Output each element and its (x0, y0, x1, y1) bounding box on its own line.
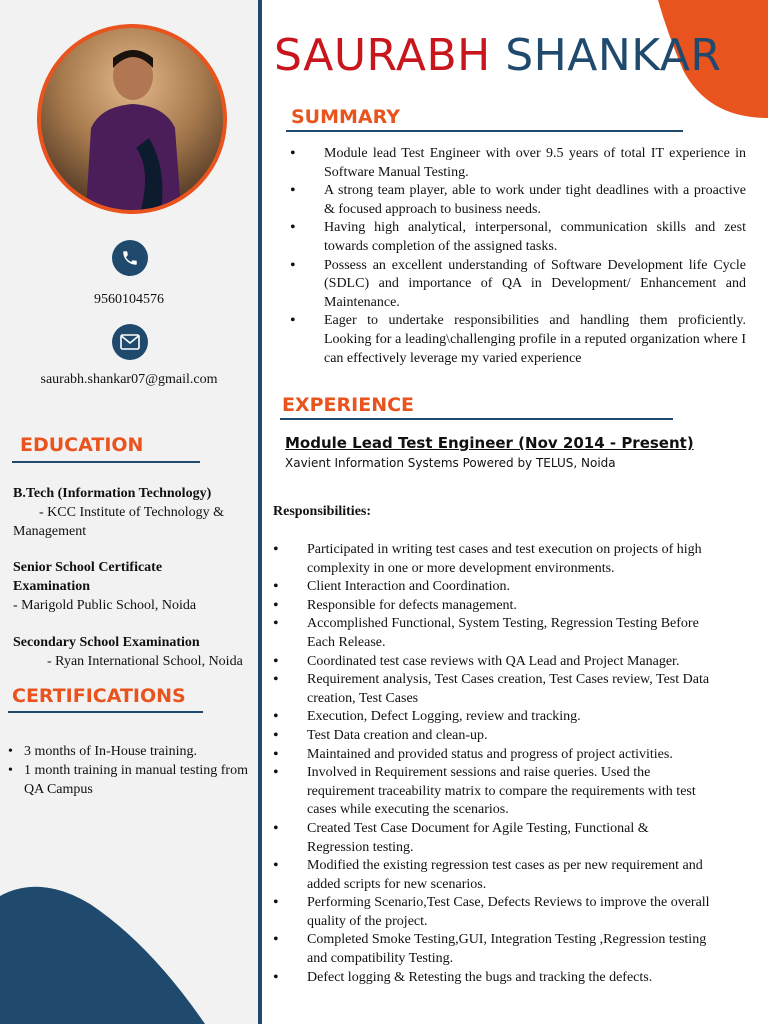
responsibility-item: • Created Test Case Document for Agile Testing, Functional & Regression testing. (271, 820, 711, 857)
responsibility-item: • Completed Smoke Testing,GUI, Integration Testing ,Regression testing and compatibility Testing. (271, 931, 711, 968)
summary-list (288, 145, 746, 368)
summary-item: • Having high analytical, interpersonal, communication skills and zest towards completion of the assigned tasks. (288, 219, 746, 256)
summary-heading: SUMMARY (291, 106, 400, 128)
responsibility-item: • Defect logging & Retesting the bugs and tracking the defects. (271, 969, 711, 988)
experience-underline (280, 418, 673, 420)
envelope-glyph (120, 334, 140, 350)
responsibilities-list (271, 541, 711, 987)
vertical-divider (258, 0, 262, 1024)
first-name: SAURABH (274, 30, 491, 81)
summary-item: • Possess an excellent understanding of Software Development life Cycle (SDLC) and importance of QA in Development/ Enhancement and Maintenance. (288, 257, 746, 313)
education-item-detail: - Ryan International School, Noida (47, 654, 243, 669)
email-address[interactable]: saurabh.shankar07@gmail.com (40, 372, 218, 387)
bottom-wave-decoration (0, 884, 258, 1024)
responsibility-item: • Responsible for defects management. (271, 597, 711, 616)
responsibility-item: • Performing Scenario,Test Case, Defects Reviews to improve the overall quality of the project. (271, 894, 711, 931)
summary-item: • Eager to undertake responsibilities and handling them proficiently. Looking for a leading\challenging profile in a reputed organization where I can effectively leverage my varied experience (288, 312, 746, 368)
candidate-name (274, 30, 722, 81)
education-heading: EDUCATION (20, 434, 144, 456)
education-item-title: Senior School Certificate Examination (13, 560, 163, 594)
envelope-icon (112, 324, 148, 360)
responsibility-item: • Modified the existing regression test cases as per new requirement and added scripts for new scenarios. (271, 857, 711, 894)
profile-photo-frame (37, 24, 227, 214)
certifications-list (8, 742, 248, 799)
education-item (13, 484, 245, 541)
company-name: Xavient Information Systems Powered by TELUS, Noida (285, 456, 616, 470)
certification-item: • 3 months of In-House training. (8, 742, 248, 761)
phone-icon (112, 240, 148, 276)
certifications-underline (8, 711, 203, 713)
education-item-title: Secondary School Examination (13, 635, 200, 650)
summary-underline (286, 130, 683, 132)
responsibility-item: • Accomplished Functional, System Testing, Regression Testing Before Each Release. (271, 615, 711, 652)
certification-item: • 1 month training in manual testing from QA Campus (8, 761, 248, 799)
education-item (13, 633, 245, 671)
summary-item: • Module lead Test Engineer with over 9.5 years of total IT experience in Software Manual Testing. (288, 145, 746, 182)
responsibility-item: • Maintained and provided status and progress of project activities. (271, 746, 711, 765)
responsibility-item: • Test Data creation and clean-up. (271, 727, 711, 746)
person-figure (41, 28, 223, 210)
education-item-detail: - Marigold Public School, Noida (13, 598, 197, 613)
responsibility-item: • Client Interaction and Coordination. (271, 578, 711, 597)
phone-number[interactable]: 9560104576 (94, 292, 164, 307)
profile-photo (41, 28, 223, 210)
education-underline (12, 461, 200, 463)
responsibilities-label: Responsibilities: (273, 504, 372, 519)
responsibility-item: • Involved in Requirement sessions and raise queries. Used the requirement traceability matrix to compare the requirements with test cases while executing the scenarios. (271, 764, 711, 820)
certifications-heading: CERTIFICATIONS (12, 685, 186, 707)
responsibility-item: • Execution, Defect Logging, review and tracking. (271, 708, 711, 727)
responsibility-item: • Requirement analysis, Test Cases creation, Test Cases review, Test Data creation, Test Cases (271, 671, 711, 708)
summary-item: • A strong team player, able to work under tight deadlines with a proactive & focused approach to business needs. (288, 182, 746, 219)
responsibility-item: • Coordinated test case reviews with QA Lead and Project Manager. (271, 653, 711, 672)
education-item-detail: - KCC Institute of Technology & Management (13, 505, 225, 539)
education-item (13, 558, 245, 615)
education-item-title: B.Tech (Information Technology) (13, 486, 212, 501)
last-name: SHANKAR (505, 30, 722, 81)
job-title: Module Lead Test Engineer (Nov 2014 - Present) (285, 434, 694, 452)
experience-heading: EXPERIENCE (282, 394, 415, 416)
phone-glyph (121, 249, 139, 267)
responsibility-item: • Participated in writing test cases and test execution on projects of high complexity in one or more development environments. (271, 541, 711, 578)
